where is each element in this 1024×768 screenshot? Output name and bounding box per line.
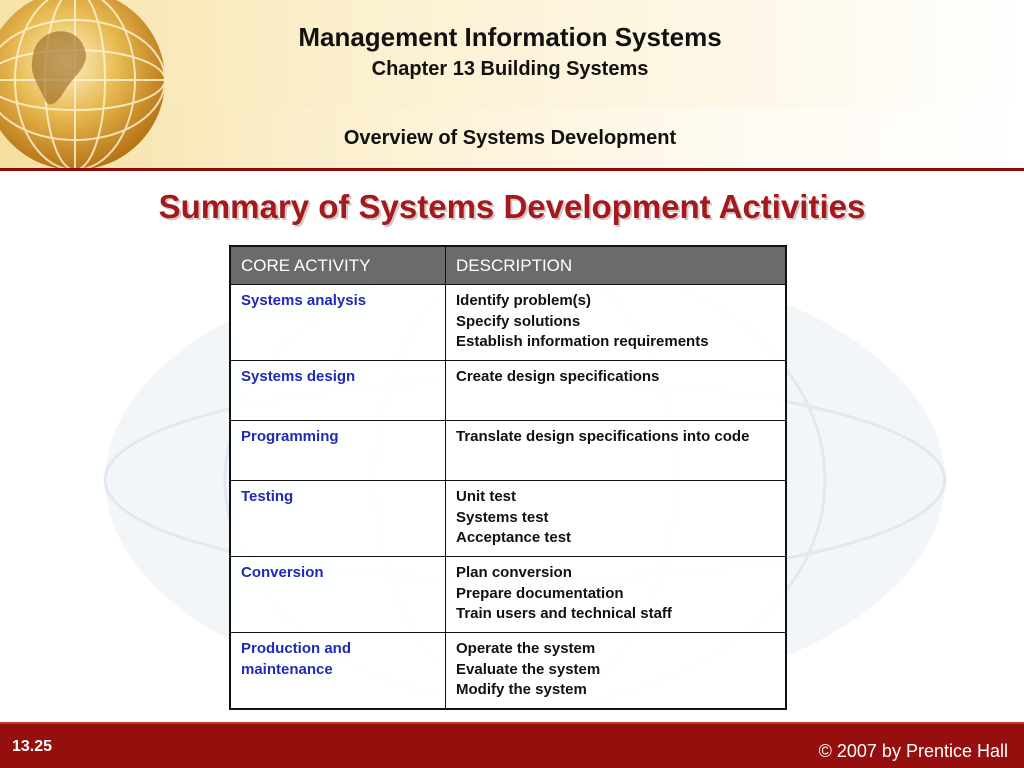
description-line: Modify the system xyxy=(456,681,587,698)
activity-cell: Systems design xyxy=(230,361,446,421)
copyright-text: © 2007 by Prentice Hall xyxy=(818,741,1008,761)
description-line: Establish information requirements xyxy=(456,333,709,350)
globe-icon xyxy=(0,0,180,180)
chapter-title: Chapter 13 Building Systems xyxy=(371,58,649,80)
table-row xyxy=(230,633,786,709)
table-row xyxy=(230,361,786,421)
header-divider xyxy=(0,168,1024,171)
activity-cell: Production and maintenance xyxy=(230,633,446,709)
description-cell xyxy=(446,481,787,557)
table-row xyxy=(230,557,786,633)
description-cell xyxy=(446,421,787,481)
description-line: Translate design specifications into code xyxy=(456,428,750,445)
description-cell xyxy=(446,633,787,709)
table-row xyxy=(230,285,786,361)
description-cell xyxy=(446,285,787,361)
description-line: Specify solutions xyxy=(456,312,581,330)
description-cell xyxy=(446,361,787,421)
column-header-core-activity: CORE ACTIVITY xyxy=(230,246,446,285)
description-line: Identify problem(s) xyxy=(456,292,592,309)
activity-cell: Conversion xyxy=(230,557,446,633)
section-title: Overview of Systems Development xyxy=(343,127,677,149)
course-title: Management Information Systems xyxy=(298,22,722,52)
activities-table xyxy=(229,245,787,710)
activity-cell: Systems analysis xyxy=(230,285,446,361)
description-line: Operate the system xyxy=(456,640,596,657)
activity-cell: Programming xyxy=(230,421,446,481)
table-row xyxy=(230,481,786,557)
description-line: Plan conversion xyxy=(456,564,572,581)
description-line: Systems test xyxy=(456,508,549,526)
slide-title: Summary of Systems Development Activities xyxy=(158,188,866,225)
description-line: Create design specifications xyxy=(456,368,660,385)
description-line: Unit test xyxy=(456,488,516,505)
description-line: Acceptance test xyxy=(456,529,572,546)
column-header-description: DESCRIPTION xyxy=(446,246,787,285)
activity-cell: Testing xyxy=(230,481,446,557)
description-line: Prepare documentation xyxy=(456,584,624,602)
description-line: Evaluate the system xyxy=(456,660,601,678)
table-row xyxy=(230,421,786,481)
page-number: 13.25 xyxy=(12,738,53,755)
description-cell xyxy=(446,557,787,633)
table-header-row xyxy=(230,246,786,285)
footer-divider xyxy=(0,722,1024,724)
description-line: Train users and technical staff xyxy=(456,605,672,622)
